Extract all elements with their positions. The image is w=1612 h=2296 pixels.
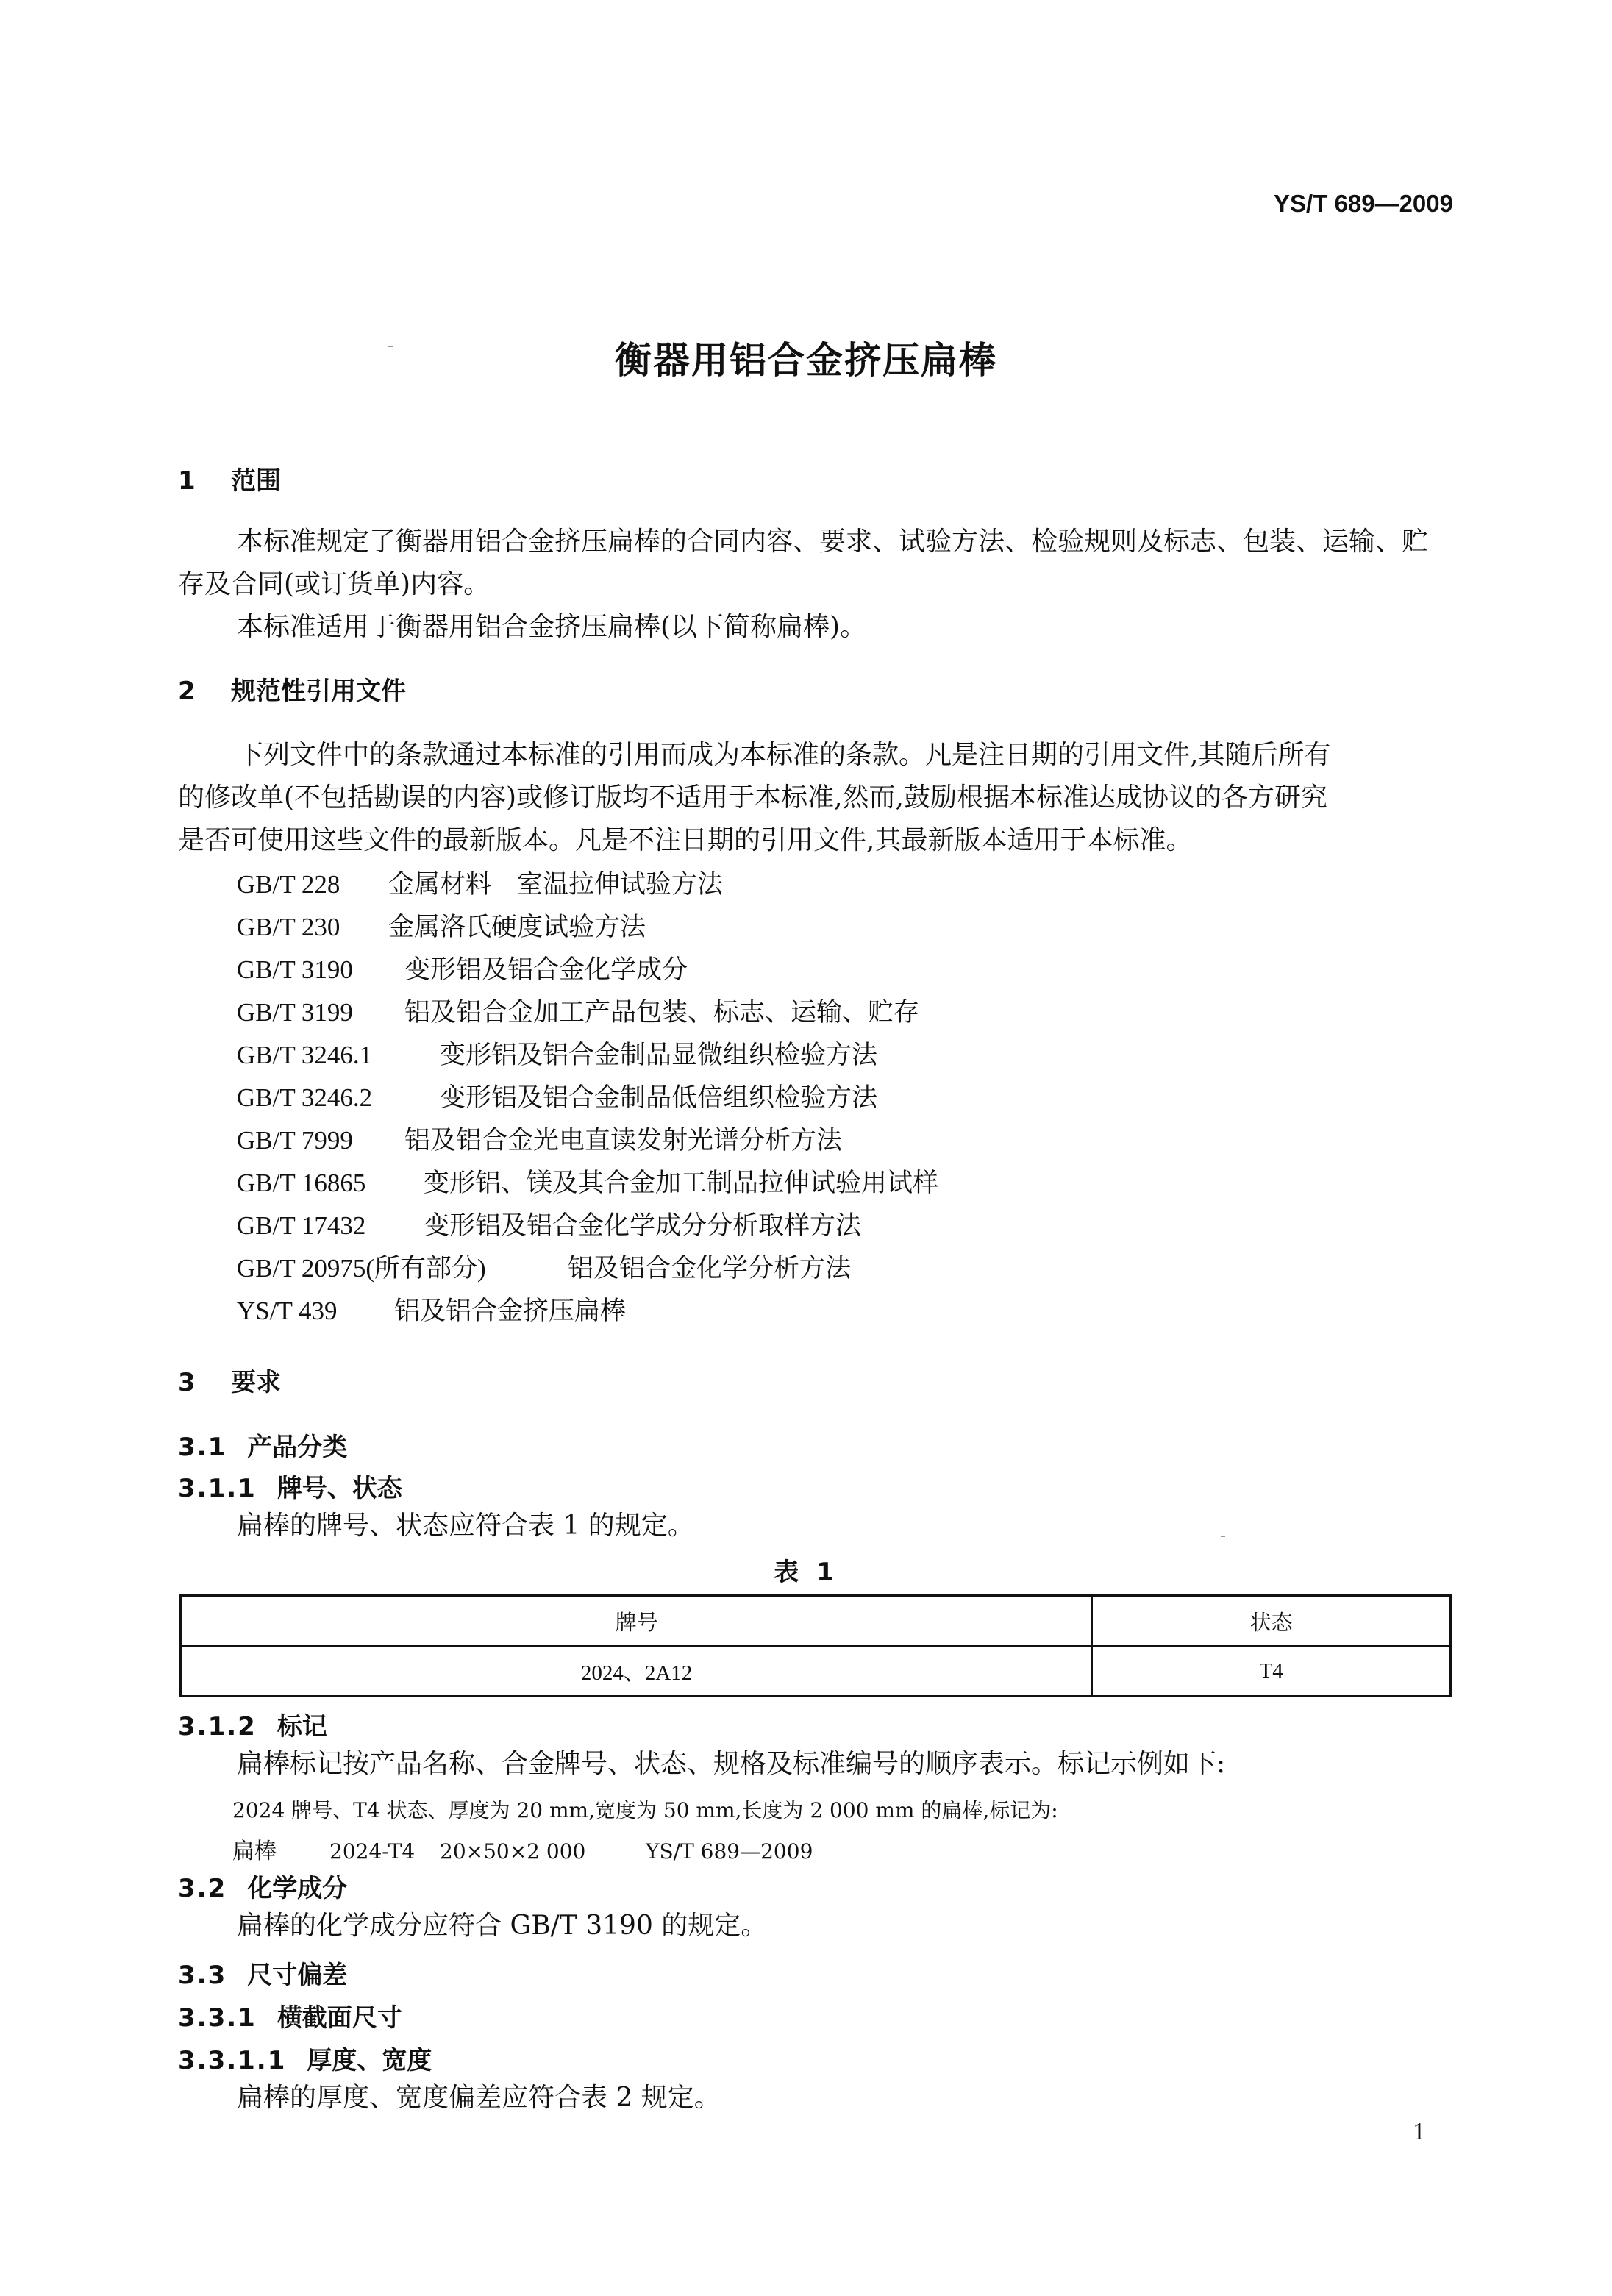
section-title: 规范性引用文件 — [231, 677, 406, 706]
subsection-number: 3.3 — [178, 1961, 227, 1990]
reference-code: GB/T 16865 — [237, 1169, 366, 1197]
subsection-title: 厚度、宽度 — [307, 2046, 432, 2075]
marking-alloy: 2024-T4 — [329, 1839, 416, 1864]
subsection-title: 产品分类 — [247, 1433, 348, 1462]
reference-code: GB/T 20975(所有部分) — [237, 1254, 486, 1283]
table-cell: 2024、2A12 — [181, 1646, 1093, 1697]
example-line: 2024 牌号、T4 状态、厚度为 20 mm,宽度为 50 mm,长度为 2 000 mm 的扁棒,标记为: — [232, 1798, 1058, 1822]
subsection-number: 3.2 — [178, 1874, 227, 1903]
section-3-heading — [178, 1362, 281, 1398]
section-title: 要求 — [231, 1368, 281, 1397]
paragraph-line: 的修改单(不包括勘误的内容)或修订版均不适用于本标准,然而,鼓励根据本标准达成协议的各方研究 — [178, 782, 1327, 813]
table-row — [181, 1646, 1451, 1697]
reference-item — [237, 1247, 851, 1290]
reference-name: 变形铝及铝合金化学成分分析取样方法 — [424, 1211, 862, 1241]
table-cell: T4 — [1092, 1646, 1450, 1697]
subsection-number: 3.3.1.1 — [178, 2046, 287, 2075]
subsection-heading — [178, 1997, 402, 2033]
reference-name: 铝及铝合金加工产品包装、标志、运输、贮存 — [404, 998, 920, 1027]
section-2-heading — [178, 671, 406, 707]
subsection-title: 化学成分 — [247, 1874, 348, 1903]
reference-name: 铝及铝合金化学分析方法 — [568, 1254, 852, 1283]
subsection-heading — [178, 2040, 432, 2076]
reference-code: GB/T 3190 — [237, 955, 353, 984]
reference-code: GB/T 228 — [237, 870, 340, 899]
subsection-number: 3.1 — [178, 1433, 227, 1462]
table-1 — [179, 1594, 1452, 1697]
paragraph-line: 本标准规定了衡器用铝合金挤压扁棒的合同内容、要求、试验方法、检验规则及标志、包装、运输、贮 — [237, 527, 1429, 557]
marking-standard: YS/T 689—2009 — [646, 1839, 813, 1864]
marking-example — [232, 1833, 813, 1865]
section-1-heading — [178, 460, 281, 496]
reference-code: GB/T 3199 — [237, 998, 353, 1027]
reference-item — [237, 1290, 626, 1333]
subsection-title: 牌号、状态 — [277, 1474, 402, 1503]
paragraph-line: 扁棒的厚度、宽度偏差应符合表 2 规定。 — [237, 2083, 721, 2113]
subsection-title: 横截面尺寸 — [277, 2003, 402, 2033]
reference-code: GB/T 17432 — [237, 1211, 366, 1240]
table-header-row — [181, 1596, 1451, 1647]
subsection-title: 标记 — [277, 1712, 327, 1741]
paragraph-line: 扁棒的牌号、状态应符合表 1 的规定。 — [237, 1511, 694, 1541]
reference-code: GB/T 230 — [237, 913, 340, 941]
subsection-heading — [178, 1868, 347, 1904]
paragraph-line: 存及合同(或订货单)内容。 — [178, 569, 491, 599]
scan-speck — [1221, 1536, 1225, 1537]
table-header-cell: 牌号 — [181, 1596, 1093, 1647]
reference-name: 铝及铝合金挤压扁棒 — [394, 1297, 627, 1326]
subsection-number: 3.3.1 — [178, 2003, 257, 2033]
reference-item — [237, 1162, 938, 1205]
reference-name: 变形铝及铝合金制品低倍组织检验方法 — [440, 1083, 878, 1113]
page-number: 1 — [1413, 2118, 1425, 2145]
reference-code: GB/T 3246.2 — [237, 1083, 373, 1112]
reference-item — [237, 1077, 877, 1119]
subsection-heading — [178, 1706, 327, 1742]
subsection-title: 尺寸偏差 — [247, 1961, 348, 1990]
subsection-heading — [178, 1468, 402, 1504]
paragraph-line: 下列文件中的条款通过本标准的引用而成为本标准的条款。凡是注日期的引用文件,其随后所有 — [237, 740, 1331, 770]
paragraph-line: 本标准适用于衡器用铝合金挤压扁棒(以下简称扁棒)。 — [237, 612, 867, 642]
table-caption: 表 1 — [774, 1558, 838, 1587]
reference-name: 变形铝及铝合金化学成分 — [404, 955, 688, 985]
document-title: 衡器用铝合金挤压扁棒 — [615, 339, 997, 382]
paragraph-line: 是否可使用这些文件的最新版本。凡是不注日期的引用文件,其最新版本适用于本标准。 — [178, 825, 1193, 855]
reference-code: GB/T 3246.1 — [237, 1041, 373, 1069]
table-header-cell: 状态 — [1092, 1596, 1450, 1647]
section-number: 2 — [178, 677, 196, 706]
section-number: 1 — [178, 466, 196, 496]
reference-name: 铝及铝合金光电直读发射光谱分析方法 — [404, 1126, 843, 1155]
scan-speck — [388, 346, 393, 347]
reference-code: GB/T 7999 — [237, 1126, 353, 1155]
reference-item — [237, 1119, 842, 1162]
paragraph-line: 扁棒标记按产品名称、合金牌号、状态、规格及标准编号的顺序表示。标记示例如下: — [237, 1749, 1226, 1779]
reference-name: 金属洛氏硬度试验方法 — [388, 913, 646, 942]
reference-item — [237, 1034, 877, 1077]
subsection-number: 3.1.1 — [178, 1474, 257, 1503]
reference-name: 金属材料 室温拉伸试验方法 — [388, 870, 724, 899]
reference-item — [237, 863, 723, 906]
reference-name: 变形铝及铝合金制品显微组织检验方法 — [440, 1041, 878, 1070]
reference-item — [237, 1205, 861, 1247]
paragraph-line: 扁棒的化学成分应符合 GB/T 3190 的规定。 — [237, 1911, 768, 1941]
reference-item — [237, 991, 919, 1034]
reference-item — [237, 949, 688, 991]
subsection-heading — [178, 1955, 347, 1991]
reference-item — [237, 906, 646, 949]
subsection-number: 3.1.2 — [178, 1712, 257, 1741]
section-title: 范围 — [231, 466, 281, 496]
marking-size: 20×50×2 000 — [440, 1839, 586, 1864]
marking-name: 扁棒 — [232, 1839, 277, 1864]
standard-number: YS/T 689—2009 — [1274, 190, 1453, 217]
section-number: 3 — [178, 1368, 196, 1397]
subsection-heading — [178, 1427, 347, 1463]
reference-code: YS/T 439 — [237, 1297, 338, 1325]
reference-name: 变形铝、镁及其合金加工制品拉伸试验用试样 — [424, 1169, 939, 1198]
